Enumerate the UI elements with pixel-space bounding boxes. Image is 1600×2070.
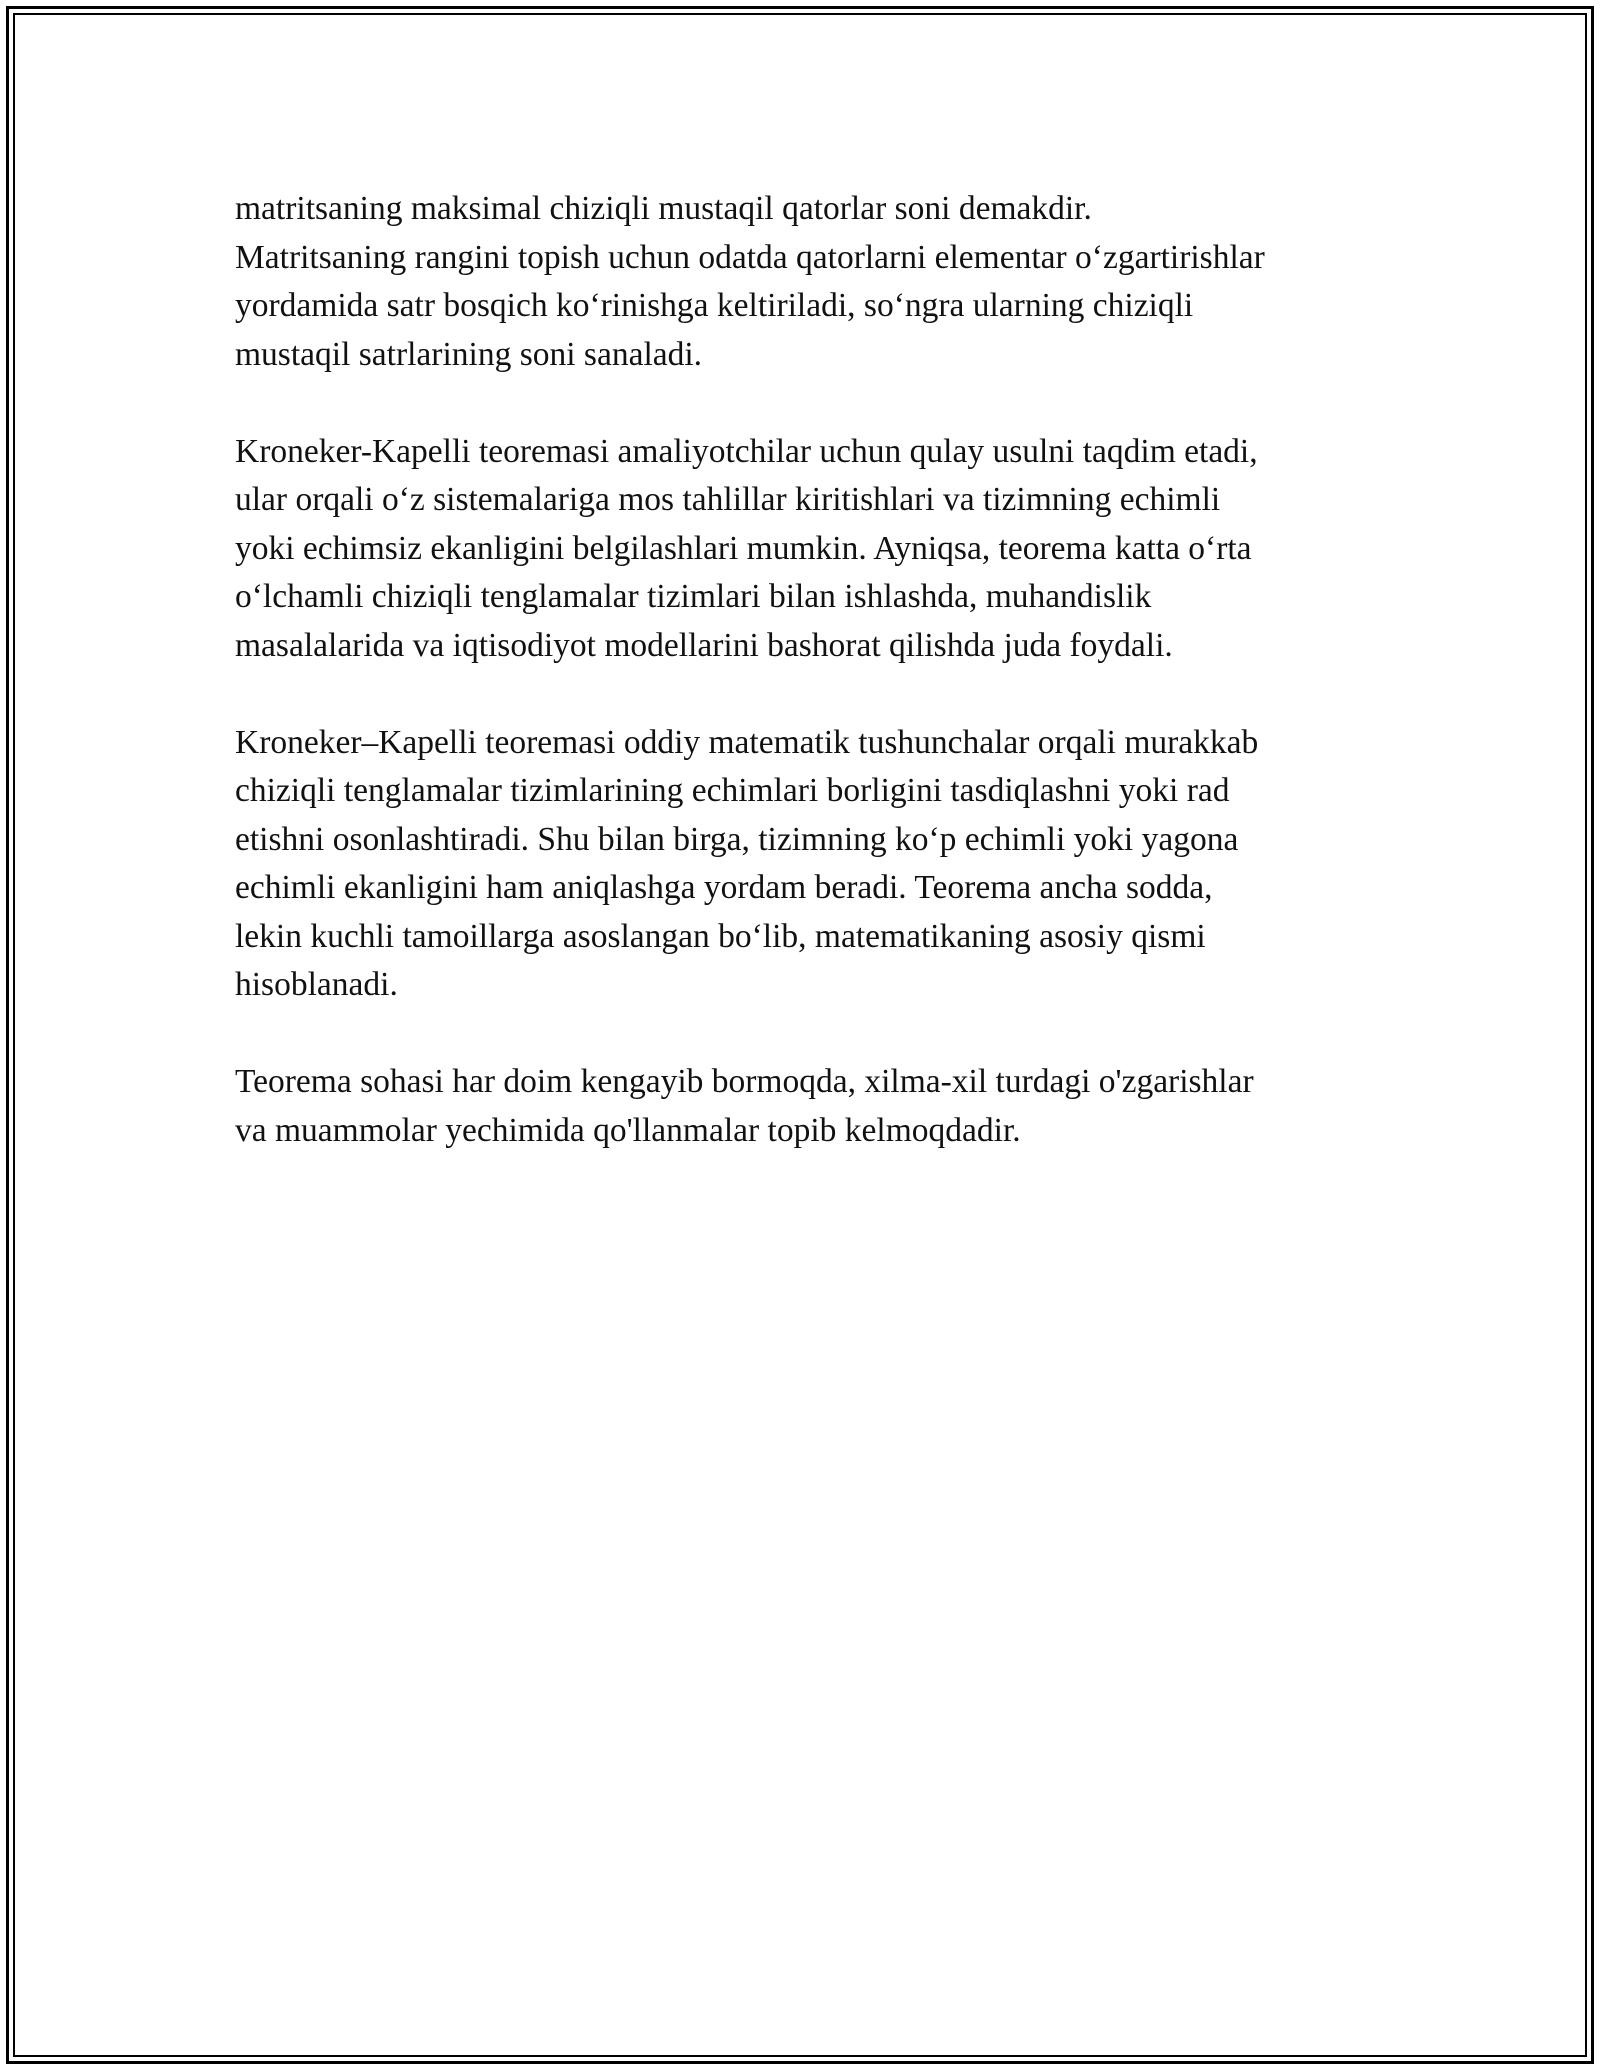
text-line: masalalarida va iqtisodiyot modellarini bashorat qilishda juda foydali.: [235, 626, 1173, 664]
text-line: etishni osonlashtiradi. Shu bilan birga, tizimning koʻp echimli yoki yagona: [235, 820, 1239, 858]
text-line: chiziqli tenglamalar tizimlarining echimlari borligini tasdiqlashni yoki rad: [235, 772, 1230, 809]
paragraph-theorem-summary: [235, 719, 1385, 1010]
text-line: oʻlchamli chiziqli tenglamalar tizimlari bilan ishlashda, muhandislik: [235, 578, 1152, 615]
text-line: Matritsaning rangini topish uchun odatda qatorlarni elementar oʻzgartirishlar: [235, 238, 1265, 276]
text-line: yordamida satr bosqich koʻrinishga keltiriladi, soʻngra ularning chiziqli: [235, 287, 1194, 324]
text-line: yoki echimsiz ekanligini belgilashlari mumkin. Ayniqsa, teorema katta oʻrta: [235, 529, 1252, 567]
text-line: lekin kuchli tamoillarga asoslangan boʻlib, matematikaning asosiy qismi: [235, 917, 1206, 955]
text-line: Teorema sohasi har doim kengayib bormoqda, xilma-xil turdagi o'zgarishlar: [235, 1063, 1254, 1100]
paragraph-practical-use: [235, 428, 1385, 671]
text-line: Kroneker–Kapelli teoremasi oddiy matematik tushunchalar orqali murakkab: [235, 723, 1259, 761]
text-line: ular orqali oʻz sistemalariga mos tahlillar kiritishlari va tizimning echimli: [235, 481, 1221, 518]
text-line: hisoblanadi.: [235, 966, 398, 1003]
document-body: [235, 185, 1385, 1204]
text-line: Kroneker-Kapelli teoremasi amaliyotchilar uchun qulay usulni taqdim etadi,: [235, 432, 1258, 470]
paragraph-rank-definition: [235, 185, 1385, 379]
text-line: matritsaning maksimal chiziqli mustaqil qatorlar soni demakdir.: [235, 190, 1092, 227]
paragraph-scope: [235, 1058, 1385, 1155]
text-line: va muammolar yechimida qo'llanmalar topib kelmoqdadir.: [235, 1111, 1021, 1149]
text-line: echimli ekanligini ham aniqlashga yordam beradi. Teorema ancha sodda,: [235, 869, 1213, 906]
text-line: mustaqil satrlarining soni sanaladi.: [235, 335, 703, 373]
